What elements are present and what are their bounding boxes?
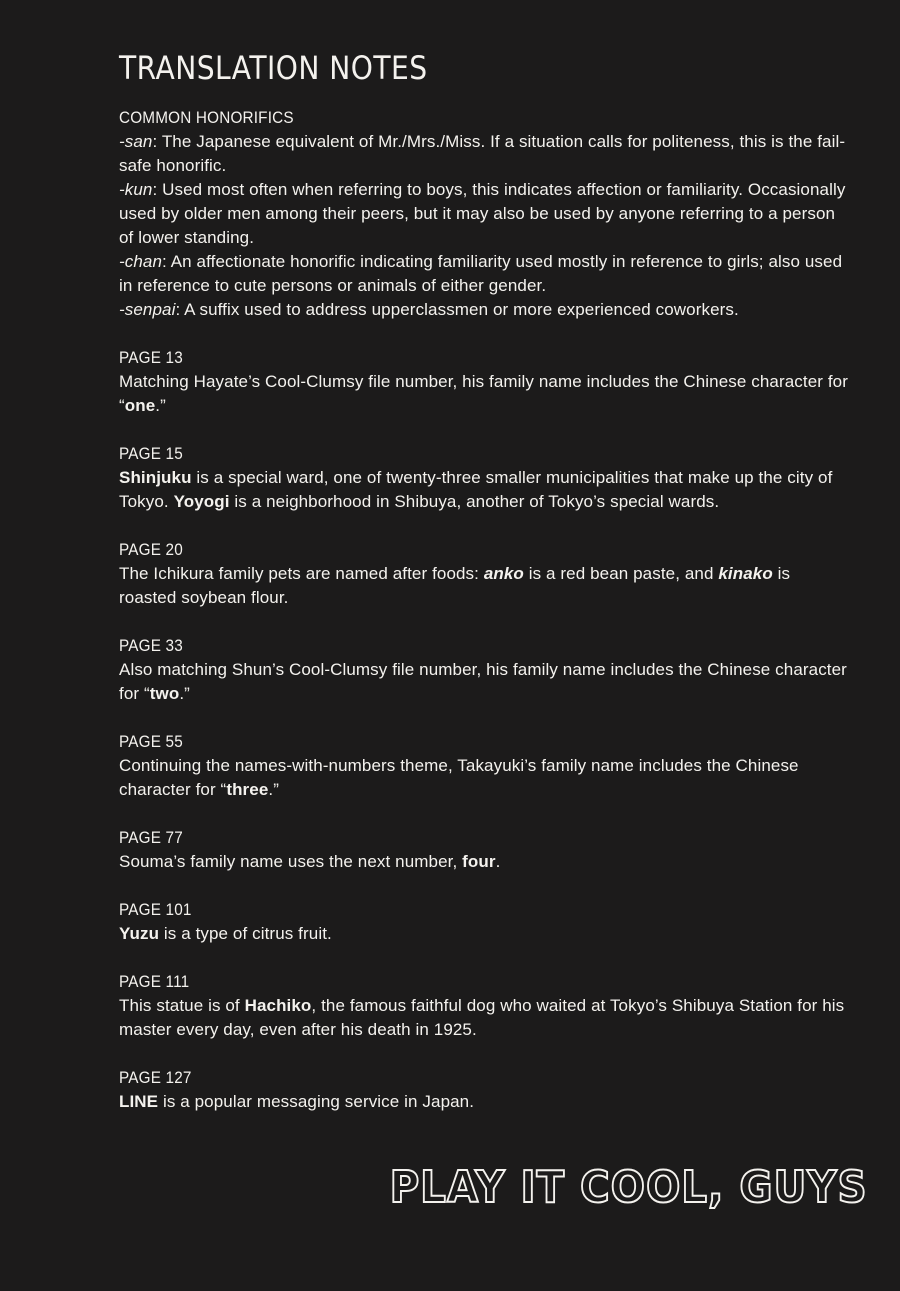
note-text-segment: This statue is of [119, 996, 245, 1015]
note-text-segment: is roasted soybean flour. [119, 564, 791, 607]
page-note-heading: PAGE 20 [119, 540, 183, 559]
page-title: TRANSLATION NOTES [119, 49, 428, 87]
highlighted-term: Hachiko [244, 996, 312, 1015]
highlighted-term: one [124, 396, 156, 415]
page-note-text [119, 1090, 849, 1114]
highlighted-term: LINE [119, 1092, 159, 1111]
note-text-segment: Continuing the names-with-numbers theme, Takayuki’s family name includes the Chinese character for “ [119, 756, 799, 799]
honorific-definition: : A suffix used to address upperclassmen or more experienced coworkers. [175, 300, 739, 319]
honorific-definition: : The Japanese equivalent of Mr./Mrs./Miss. If a situation calls for politeness, this is the fail-safe honorific. [119, 132, 846, 175]
page-note-text [119, 922, 849, 946]
honorific-term: -senpai [119, 300, 176, 319]
page-note-text [119, 994, 849, 1042]
note-text-segment: .” [179, 684, 190, 703]
page-note-heading: PAGE 77 [119, 828, 183, 847]
honorific-item [119, 250, 849, 298]
page-note-heading: PAGE 55 [119, 732, 183, 751]
page-note-heading: PAGE 15 [119, 444, 183, 463]
honorific-term: -kun [119, 180, 153, 199]
page-note-heading: PAGE 127 [119, 1068, 192, 1087]
page-notes-list [119, 346, 849, 1114]
page-note-heading: PAGE 101 [119, 900, 192, 919]
page-note-heading: PAGE 13 [119, 348, 183, 367]
page-note-text [119, 466, 849, 514]
page-note-text [119, 754, 849, 802]
page-note [119, 826, 849, 874]
page-note [119, 898, 849, 946]
page-note-text [119, 562, 849, 610]
page-note [119, 538, 849, 610]
honorifics-section [119, 106, 849, 322]
page-note [119, 442, 849, 514]
highlighted-term: two [149, 684, 180, 703]
note-text-segment: , the famous faithful dog who waited at Tokyo’s Shibuya Station for his master every day, even after his death in 1925. [119, 996, 845, 1039]
note-text-segment: is a type of citrus fruit. [159, 924, 332, 943]
note-text-segment: is a red bean paste, and [523, 564, 719, 583]
highlighted-term: three [226, 780, 269, 799]
translation-notes-page [119, 48, 849, 1138]
page-note-text [119, 658, 849, 706]
page-note-text [119, 850, 849, 874]
highlighted-term: four [462, 852, 496, 871]
highlighted-term: kinako [718, 564, 773, 583]
honorific-term: -san [119, 132, 153, 151]
honorific-item [119, 178, 849, 250]
note-text-segment: Souma’s family name uses the next number, [119, 852, 463, 871]
note-text-segment: The Ichikura family pets are named after foods: [119, 564, 484, 583]
page-note-text [119, 370, 849, 418]
page-note-heading: PAGE 33 [119, 636, 183, 655]
note-text-segment: is a neighborhood in Shibuya, another of Tokyo’s special wards. [229, 492, 720, 511]
note-text-segment: .” [155, 396, 166, 415]
highlighted-term: Shinjuku [119, 468, 192, 487]
page-note [119, 730, 849, 802]
page-note [119, 970, 849, 1042]
page-note [119, 634, 849, 706]
highlighted-term: Yuzu [119, 924, 160, 943]
honorific-term: -chan [119, 252, 163, 271]
highlighted-term: Yoyogi [173, 492, 230, 511]
honorific-item [119, 298, 849, 322]
note-text-segment: Also matching Shun’s Cool-Clumsy file number, his family name includes the Chinese character for “ [119, 660, 847, 703]
honorific-item [119, 130, 849, 178]
page-note-heading: PAGE 111 [119, 972, 190, 991]
honorifics-heading: COMMON HONORIFICS [119, 108, 294, 127]
highlighted-term: anko [483, 564, 524, 583]
page-note [119, 1066, 849, 1114]
series-logo: PLAY IT COOL, GUYS [389, 1162, 868, 1213]
note-text-segment: is a popular messaging service in Japan. [158, 1092, 475, 1111]
note-text-segment: .” [268, 780, 279, 799]
honorific-definition: : An affectionate honorific indicating familiarity used mostly in reference to girls; also used in reference to cute persons or animals of either gender. [119, 252, 843, 295]
note-text-segment: Matching Hayate’s Cool-Clumsy file number, his family name includes the Chinese character for “ [119, 372, 848, 415]
note-text-segment: is a special ward, one of twenty-three smaller municipalities that make up the city of Tokyo. [119, 468, 833, 511]
note-text-segment: . [495, 852, 501, 871]
honorific-definition: : Used most often when referring to boys, this indicates affection or familiarity. Occasionally used by older men among their peers, but it may also be used by anyone referring to a person of lower standing. [119, 180, 846, 247]
page-note [119, 346, 849, 418]
